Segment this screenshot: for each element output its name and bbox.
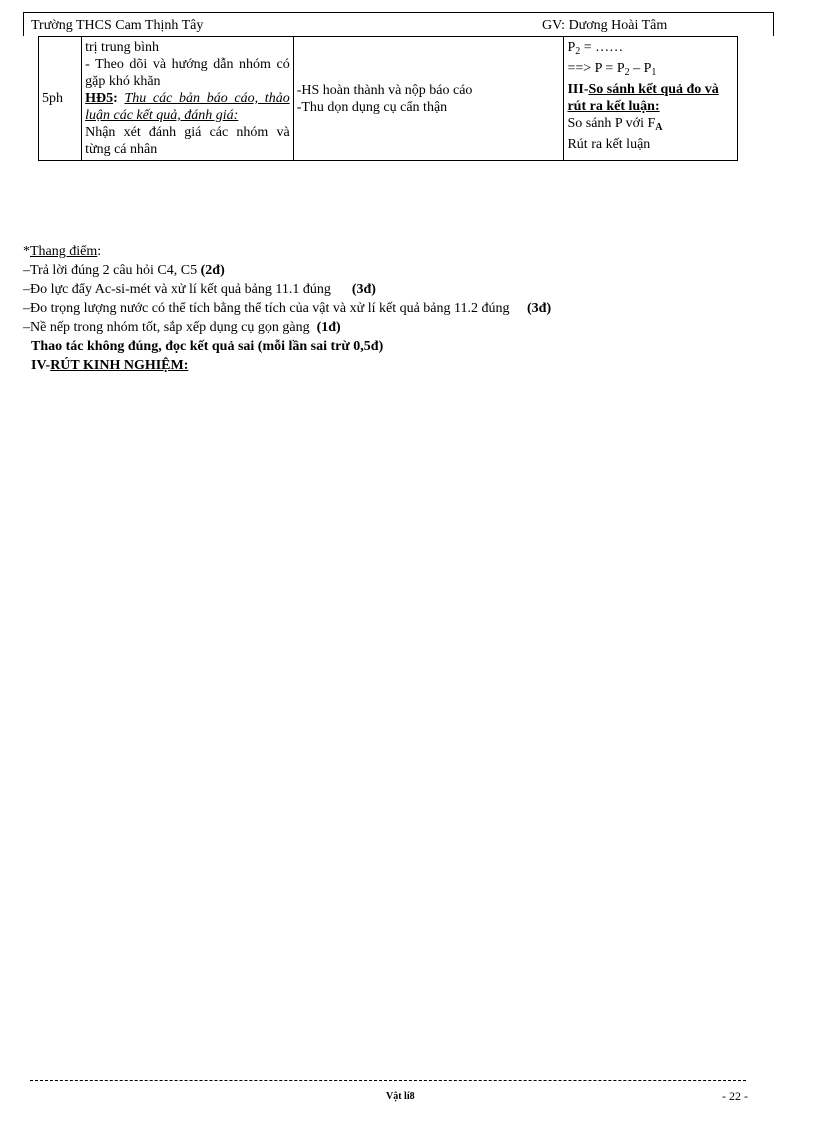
- page-number: - 22 -: [722, 1089, 748, 1103]
- teacher-text-4: Nhận xét đánh giá các nhóm và từng cá nhân: [85, 125, 290, 157]
- activity-colon: :: [113, 91, 125, 106]
- grading-item: [23, 261, 783, 280]
- compare-line: [567, 115, 734, 136]
- grading-item-text: –Đo lực đẩy Ac-si-mét và xử lí kết quả bảng 11.1 đúng: [23, 282, 352, 297]
- school-name: Trường THCS Cam Thịnh Tây: [31, 18, 204, 33]
- grading-item: [23, 299, 783, 318]
- board-cell: [564, 37, 738, 161]
- compare-text: So sánh P với F: [567, 116, 656, 131]
- teacher-name: GV: Dương Hoài Tâm: [542, 18, 668, 33]
- grading-item: [23, 280, 783, 299]
- conclusion-line: Rút ra kết luận: [567, 137, 651, 152]
- footer-subject: Vật lí8: [386, 1091, 415, 1102]
- page-header: [23, 12, 774, 36]
- formula-p: [567, 60, 734, 81]
- grading-title-text: Thang điểm: [30, 244, 98, 259]
- grading-item-score: (3đ): [351, 282, 376, 297]
- grading-title-colon: :: [97, 244, 102, 259]
- student-text-2: -Thu dọn dụng cụ cẩn thận: [296, 99, 448, 115]
- formula-p2: [567, 39, 734, 60]
- grading-star: *: [23, 244, 30, 259]
- formula-p-sub1: 2: [624, 67, 630, 78]
- activity-title: Thu các bản báo cáo, thảo luận các kết quả, đánh giá:: [85, 91, 290, 123]
- lesson-table: [38, 36, 738, 161]
- grading-item: [23, 318, 783, 337]
- footer-divider: [30, 1080, 746, 1081]
- grading-title: [23, 242, 783, 261]
- grading-item-text: –Nề nếp trong nhóm tốt, sắp xếp dụng cụ gọn gàng: [23, 320, 317, 335]
- teacher-text-2: - Theo dõi và hướng dẫn nhóm có gặp khó khăn: [85, 57, 290, 89]
- compare-sub: A: [655, 122, 663, 133]
- section-3-title: So sánh kết quả đo và rút ra kết luận:: [567, 82, 719, 114]
- section-4-label: IV-: [31, 358, 51, 373]
- section-3-heading: [567, 81, 734, 115]
- grading-item-score: (3đ): [527, 301, 552, 316]
- formula-p2-rest: = ……: [580, 40, 624, 55]
- table-row: [39, 37, 738, 161]
- activity-heading: [85, 90, 290, 124]
- grading-section: [23, 242, 783, 375]
- teacher-activity-cell: [82, 37, 294, 161]
- formula-p-a: ==> P = P: [567, 61, 625, 76]
- grading-item-text: –Trả lời đúng 2 câu hỏi C4, C5: [23, 263, 201, 278]
- grading-note: Thao tác không đúng, đọc kết quả sai (mỗi lần sai trừ 0,5đ): [31, 339, 384, 354]
- section-3-label: III-: [567, 82, 589, 97]
- section-4-title: RÚT KINH NGHIỆM:: [50, 358, 189, 373]
- teacher-text-1: trị trung bình: [85, 40, 159, 55]
- grading-item-score: (2đ): [200, 263, 225, 278]
- formula-p2-sub: 2: [575, 46, 581, 57]
- formula-p-sub2: 1: [651, 67, 657, 78]
- student-activity-cell: [293, 37, 564, 161]
- grading-item-text: –Đo trọng lượng nước có thể tích bằng thể tích của vật và xử lí kết quả bảng 11.2 đúng: [23, 301, 527, 316]
- student-text-1: -HS hoàn thành và nộp báo cáo: [296, 82, 473, 98]
- time-cell: 5ph: [39, 37, 82, 161]
- formula-p-b: – P: [629, 61, 652, 76]
- formula-p2-var: P: [567, 40, 576, 55]
- grading-item-score: (1đ): [316, 320, 341, 335]
- section-4-heading: [23, 356, 783, 375]
- activity-label: HĐ5: [85, 91, 114, 106]
